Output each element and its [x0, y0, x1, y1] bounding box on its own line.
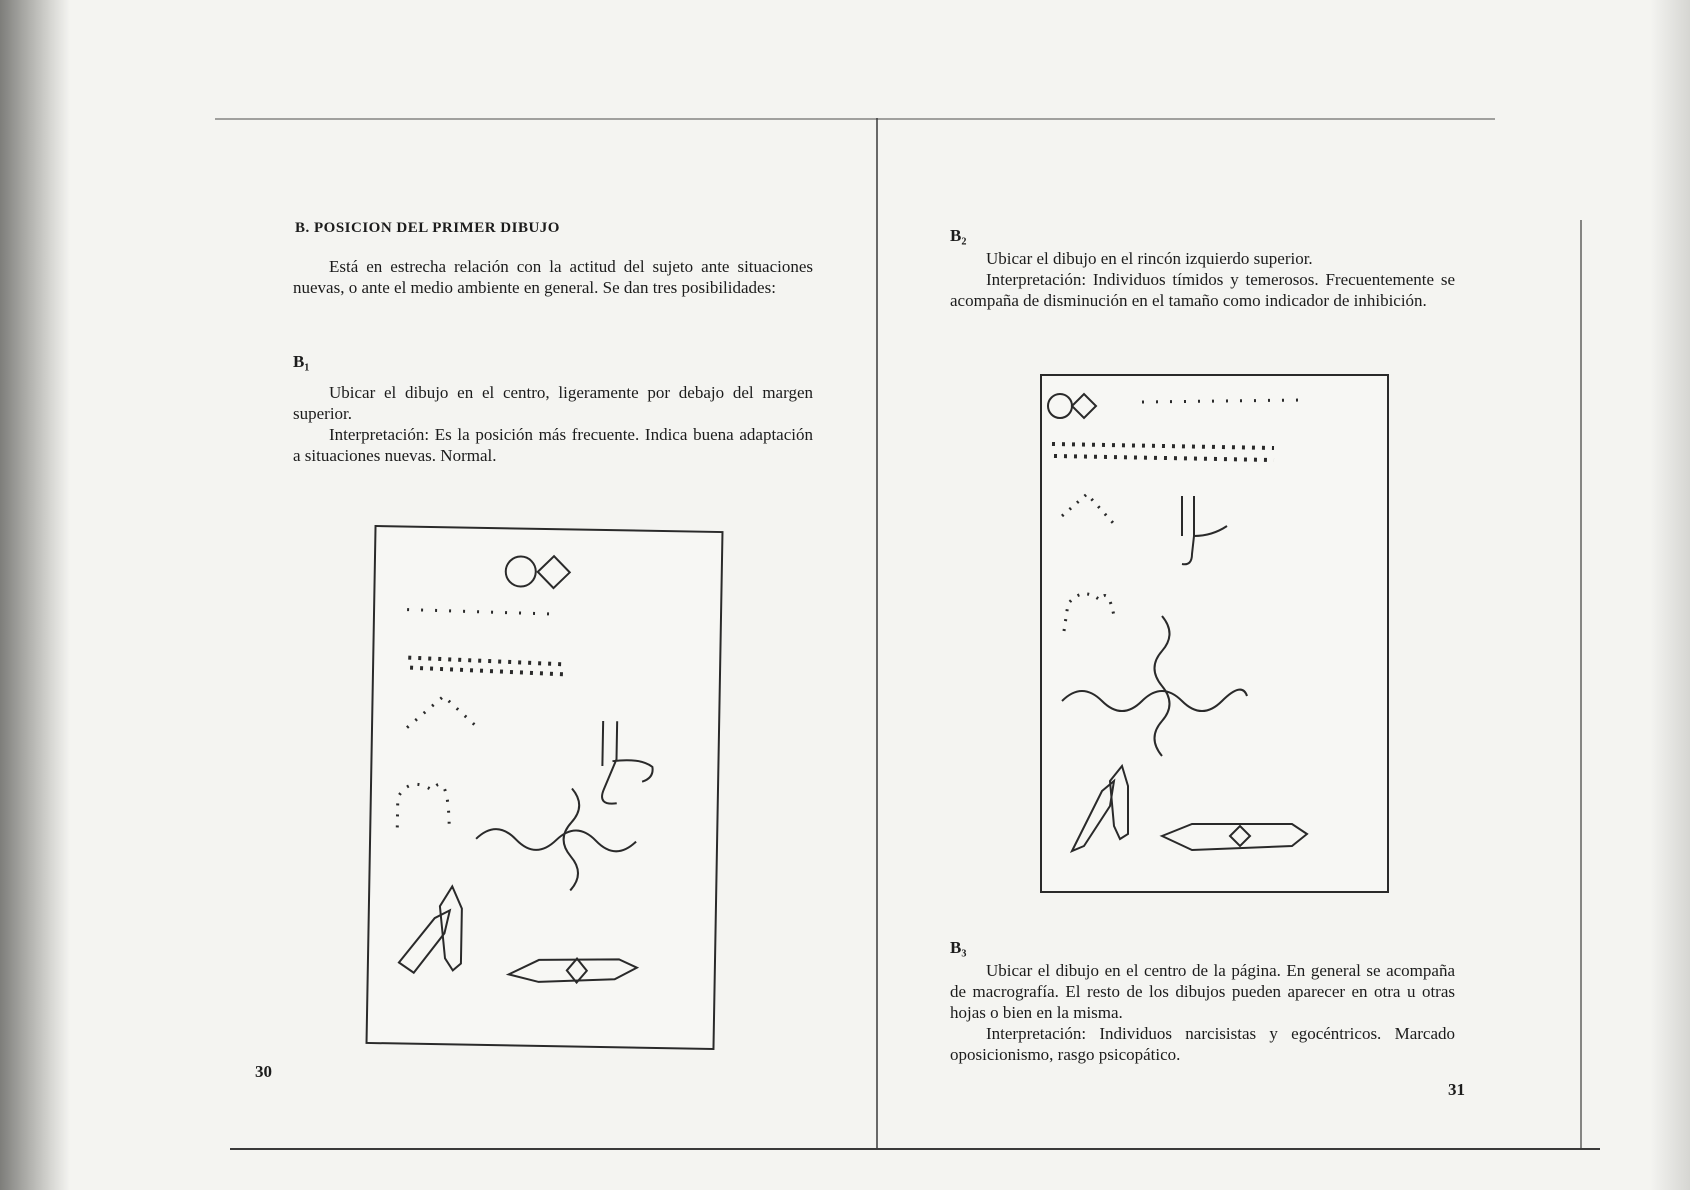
figure-hook-lines	[602, 721, 654, 804]
scan-shadow-right	[1650, 0, 1690, 1190]
spine-line	[876, 118, 878, 1148]
figure-circle	[506, 556, 537, 587]
figure2-crystal-left	[1072, 781, 1114, 851]
figure-dot-row	[408, 658, 564, 675]
b3-heading: B₃	[950, 938, 967, 957]
figure-wave-horizontal	[476, 829, 636, 852]
figure-dot-arc	[397, 695, 479, 828]
figure2-hook-lines	[1182, 496, 1227, 564]
b1-paragraph	[293, 382, 813, 466]
figure2-circle	[1048, 394, 1072, 418]
page-number-left: 30	[255, 1062, 272, 1081]
figure-crystal-left	[399, 909, 450, 973]
top-edge-line	[215, 118, 1495, 120]
figure-wave-vertical	[563, 788, 580, 890]
figure-dotted-line	[407, 610, 560, 615]
page-number-right: 31	[1448, 1080, 1465, 1099]
figure2-diamond	[1072, 394, 1096, 418]
figure-central-position	[365, 525, 723, 1050]
b1-text: Ubicar el dibujo en el centro, ligeramente por debajo del margen superior.	[293, 383, 813, 423]
intro-text: Está en estrecha relación con la actitud del sujeto ante situaciones nuevas, o ante el medio ambiente en general. Se dan tres posibilidades:	[293, 257, 813, 297]
figure2-crystal-right	[1110, 766, 1128, 839]
figure2-dot-arc	[1062, 494, 1114, 631]
b1-interpretation: Interpretación: Es la posición más frecuente. Indica buena adaptación a situaciones nuevas. Normal.	[293, 425, 813, 465]
figure-central-drawing	[368, 527, 722, 1048]
figure-top-left-position	[1040, 374, 1389, 893]
figure2-wave-horizontal	[1062, 690, 1247, 711]
b2-interpretation: Interpretación: Individuos tímidos y temerosos. Frecuentemente se acompaña de disminución en el tamaño como indicador de inhibición.	[950, 270, 1455, 310]
right-page	[950, 160, 1530, 1120]
figure-elongated-shape	[509, 957, 637, 983]
intro-paragraph	[293, 256, 813, 298]
figure2-dot-row	[1052, 444, 1274, 460]
b2-paragraph	[950, 248, 1455, 311]
left-page	[255, 160, 825, 1120]
b3-interpretation: Interpretación: Individuos narcisistas y egocéntricos. Marcado oposicionismo, rasgo psicopático.	[950, 1024, 1455, 1064]
b2-text: Ubicar el dibujo en el rincón izquierdo superior.	[986, 249, 1313, 268]
b2-heading: B₂	[950, 226, 967, 245]
b3-text: Ubicar el dibujo en el centro de la página. En general se acompaña de macrografía. El resto de los dibujos pueden aparecer en otra u otras hojas o bien en la misma.	[950, 961, 1455, 1022]
section-title: B. POSICION DEL PRIMER DIBUJO	[295, 220, 560, 236]
scan-shadow-left	[0, 0, 70, 1190]
figure-top-left-drawing	[1042, 376, 1387, 891]
bottom-edge-line	[230, 1148, 1600, 1150]
figure2-dotted-line	[1142, 400, 1302, 402]
b1-heading: B₁	[293, 352, 310, 371]
figure-small-diamond	[567, 958, 587, 982]
figure-crystal-right	[439, 886, 462, 970]
figure2-wave-vertical	[1155, 616, 1170, 756]
right-margin-line	[1580, 220, 1582, 1148]
figure-diamond	[537, 556, 570, 589]
b3-paragraph	[950, 960, 1455, 1065]
figure2-elongated-shape	[1162, 824, 1307, 850]
figure2-small-diamond	[1230, 826, 1250, 846]
